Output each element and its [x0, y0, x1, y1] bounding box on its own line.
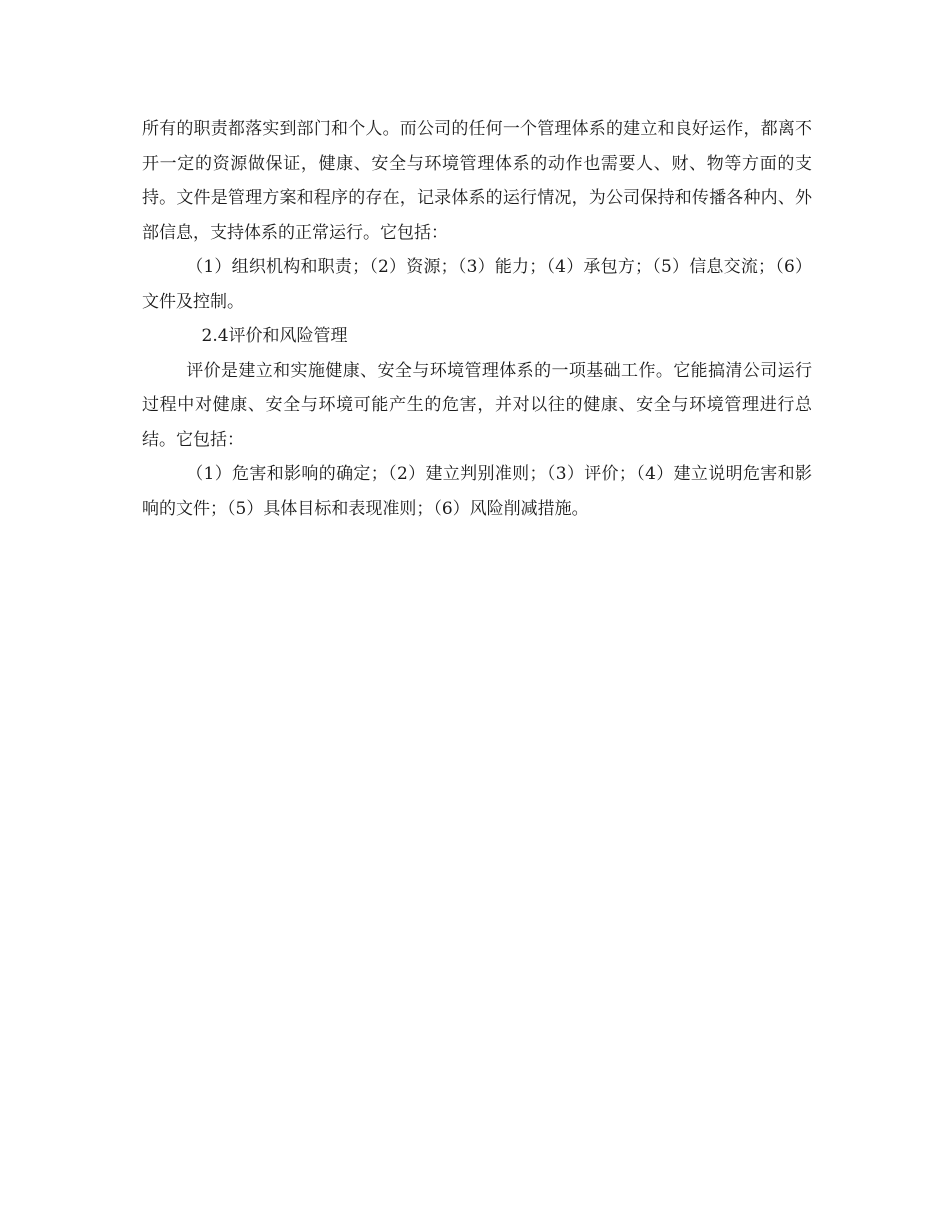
paragraph-list-elements: （1）组织机构和职责；（2）资源；（3）能力；（4）承包方；（5）信息交流；（6）文件及控制。	[142, 257, 812, 312]
section-heading: 2.4评价和风险管理	[201, 326, 348, 346]
paragraph-resources: 所有的职责都落实到部门和个人。而公司的任何一个管理体系的建立和良好运作，都离不开一定的资源做保证，健康、安全与环境管理体系的动作也需要人、财、物等方面的支持。文件是管理方案和程序的存在，记录体系的运行情况，为公司保持和传播各种内、外部信息，支持体系的正常运行。它包括：	[142, 119, 812, 243]
document-body	[142, 112, 812, 526]
paragraph-list-evaluation: （1）危害和影响的确定；（2）建立判别准则；（3）评价；（4）建立说明危害和影响的文件；（5）具体目标和表现准则；（6）风险削减措施。	[142, 464, 812, 519]
paragraph-evaluation: 评价是建立和实施健康、安全与环境管理体系的一项基础工作。它能搞清公司运行过程中对健康、安全与环境可能产生的危害，并对以往的健康、安全与环境管理进行总结。它包括：	[142, 360, 812, 450]
